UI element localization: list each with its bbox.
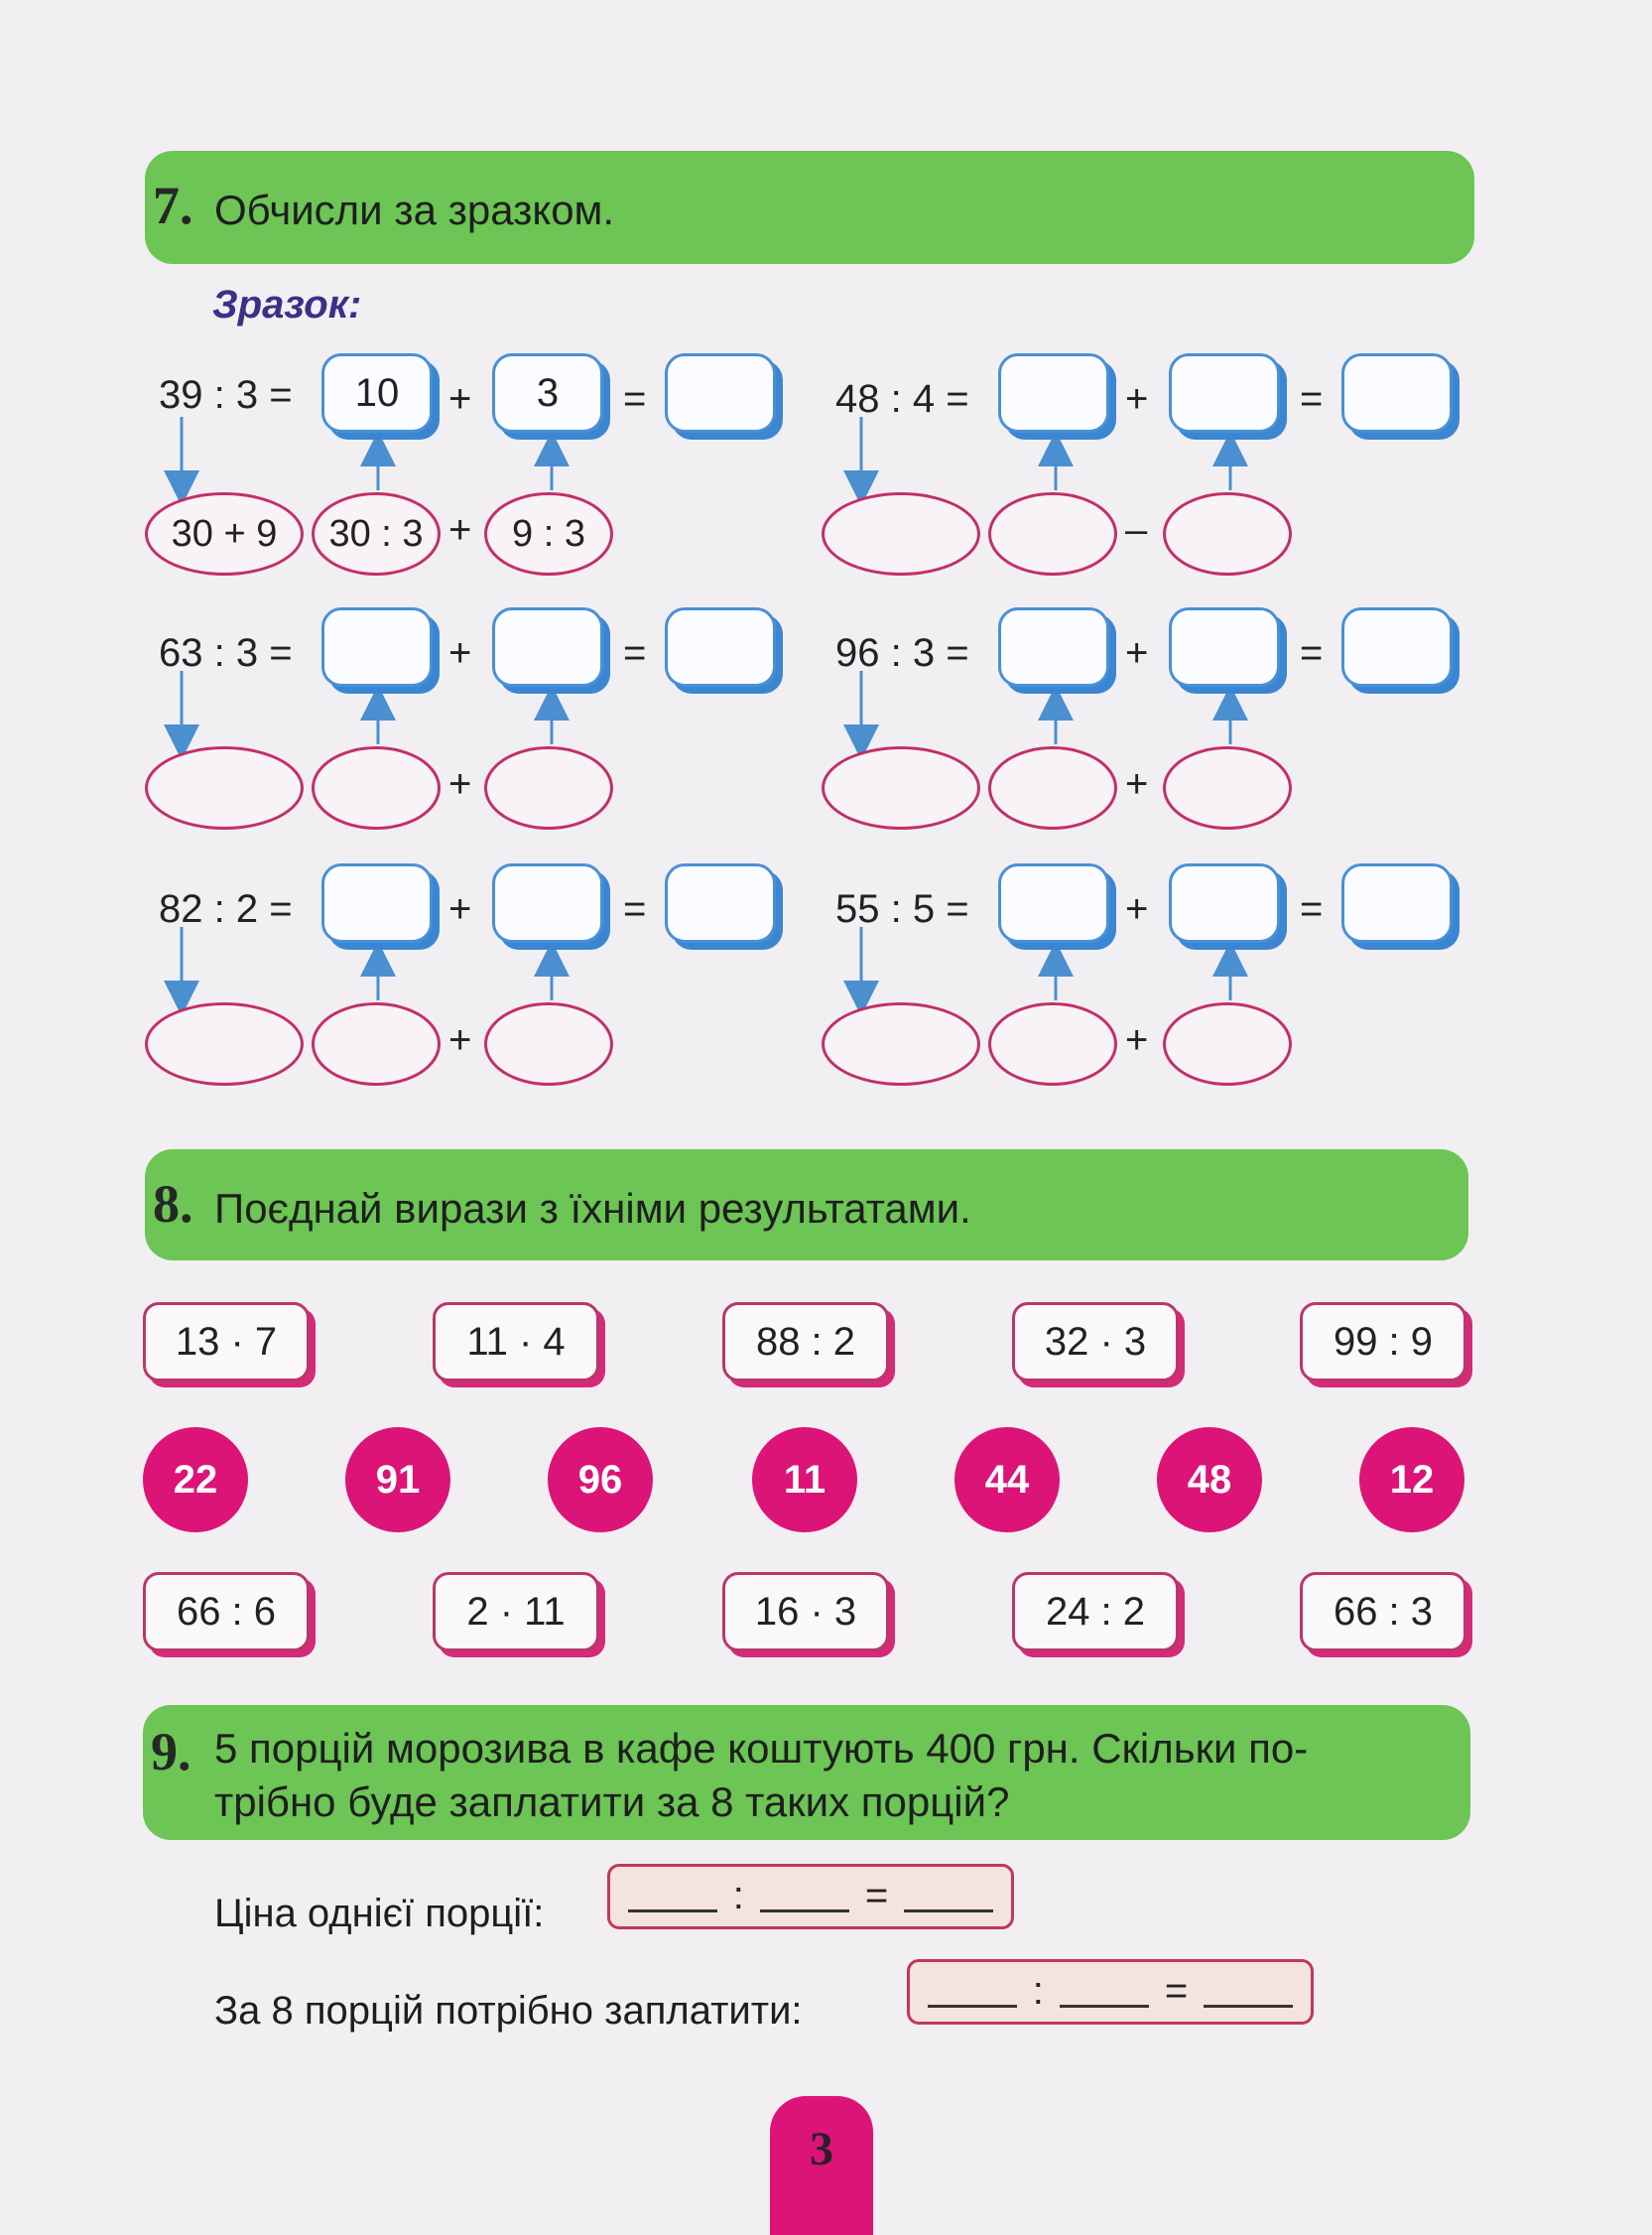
price-eight-portions-answer[interactable] bbox=[907, 1959, 1314, 2025]
plus-sign: + bbox=[448, 377, 472, 421]
oval-decomposition[interactable] bbox=[145, 746, 304, 830]
task9-text-line2: трібно буде заплатити за 8 таких порцій? bbox=[214, 1778, 1010, 1825]
price-eight-portions-label: За 8 порцій потрібно заплатити: bbox=[214, 1989, 803, 2033]
box-quotient-part1[interactable] bbox=[998, 863, 1109, 943]
box-quotient-part2[interactable] bbox=[1169, 353, 1280, 433]
equals-sign: = bbox=[1300, 631, 1324, 675]
plus-sign: + bbox=[1125, 631, 1149, 675]
expression-card[interactable]: 32 · 3 bbox=[1012, 1302, 1179, 1381]
equals-sign: = bbox=[864, 1874, 889, 1917]
box-quotient-part1: 10 bbox=[321, 353, 433, 433]
result-circle[interactable]: 96 bbox=[548, 1427, 653, 1532]
oval-op: + bbox=[448, 762, 472, 806]
equals-sign: = bbox=[623, 377, 647, 421]
blank-divisor[interactable] bbox=[760, 1909, 849, 1912]
box-result[interactable] bbox=[1341, 607, 1453, 687]
result-circle[interactable]: 12 bbox=[1359, 1427, 1464, 1532]
oval-decomposition[interactable] bbox=[822, 746, 980, 830]
oval-op: + bbox=[448, 1018, 472, 1062]
oval-part2: 9 : 3 bbox=[484, 492, 613, 576]
blank-result[interactable] bbox=[1204, 2005, 1293, 2008]
blank-dividend[interactable] bbox=[628, 1909, 717, 1912]
box-result[interactable] bbox=[665, 353, 776, 433]
blank-result[interactable] bbox=[904, 1909, 993, 1912]
oval-part2[interactable] bbox=[1163, 492, 1292, 576]
expression-card[interactable]: 16 · 3 bbox=[722, 1572, 889, 1651]
box-quotient-part2[interactable] bbox=[1169, 863, 1280, 943]
oval-decomposition[interactable] bbox=[145, 1002, 304, 1086]
box-quotient-part2[interactable] bbox=[492, 863, 603, 943]
oval-part2[interactable] bbox=[1163, 1002, 1292, 1086]
task8-instruction: Поєднай вирази з їхніми результатами. bbox=[214, 1185, 971, 1232]
equals-sign: = bbox=[623, 887, 647, 931]
expression-card[interactable]: 13 · 7 bbox=[143, 1302, 310, 1381]
oval-decomposition[interactable] bbox=[822, 1002, 980, 1086]
oval-part2[interactable] bbox=[484, 746, 613, 830]
plus-sign: + bbox=[448, 631, 472, 675]
task9-text-line1: 5 порцій морозива в кафе коштують 400 грн. Скільки по- bbox=[214, 1725, 1309, 1772]
plus-sign: + bbox=[1125, 887, 1149, 931]
oval-decomposition[interactable] bbox=[822, 492, 980, 576]
sample-label: Зразок: bbox=[212, 283, 362, 327]
equals-sign: = bbox=[1300, 377, 1324, 421]
plus-sign: + bbox=[448, 887, 472, 931]
oval-op: + bbox=[1125, 1018, 1149, 1062]
result-circle[interactable]: 44 bbox=[954, 1427, 1060, 1532]
price-one-portion-label: Ціна однієї порції: bbox=[214, 1892, 545, 1935]
blank-operand2[interactable] bbox=[1060, 2005, 1149, 2008]
oval-part1[interactable] bbox=[988, 746, 1117, 830]
oval-op: – bbox=[1125, 508, 1148, 552]
task8-number: 8. bbox=[153, 1174, 193, 1234]
expr-96-3: 96 : 3 = bbox=[835, 631, 969, 675]
task7-instruction: Обчисли за зразком. bbox=[214, 187, 615, 233]
oval-op: + bbox=[448, 508, 472, 552]
colon-sign: : bbox=[732, 1874, 744, 1917]
equals-sign: = bbox=[623, 631, 647, 675]
box-quotient-part1[interactable] bbox=[998, 353, 1109, 433]
price-one-portion-answer[interactable] bbox=[607, 1864, 1014, 1929]
oval-part1[interactable] bbox=[312, 1002, 441, 1086]
equals-sign: = bbox=[1300, 887, 1324, 931]
oval-decomposition: 30 + 9 bbox=[145, 492, 304, 576]
expression-card[interactable]: 24 : 2 bbox=[1012, 1572, 1179, 1651]
task7-number: 7. bbox=[153, 176, 193, 235]
blank-operand1[interactable] bbox=[928, 2005, 1017, 2008]
oval-op: + bbox=[1125, 762, 1149, 806]
box-quotient-part2: 3 bbox=[492, 353, 603, 433]
expr-82-2: 82 : 2 = bbox=[159, 887, 293, 931]
result-circle[interactable]: 48 bbox=[1157, 1427, 1262, 1532]
box-result[interactable] bbox=[1341, 863, 1453, 943]
plus-sign: + bbox=[1125, 377, 1149, 421]
oval-part1[interactable] bbox=[312, 746, 441, 830]
task9-number: 9. bbox=[151, 1722, 191, 1781]
box-quotient-part2[interactable] bbox=[1169, 607, 1280, 687]
expr-63-3: 63 : 3 = bbox=[159, 631, 293, 675]
expr-39-3: 39 : 3 = bbox=[159, 373, 293, 417]
expression-card[interactable]: 2 · 11 bbox=[433, 1572, 599, 1651]
equals-sign: = bbox=[1164, 1969, 1189, 2013]
page-number: 3 bbox=[810, 2123, 833, 2175]
oval-part1: 30 : 3 bbox=[312, 492, 441, 576]
result-circle[interactable]: 91 bbox=[345, 1427, 450, 1532]
expr-55-5: 55 : 5 = bbox=[835, 887, 969, 931]
oval-part1[interactable] bbox=[988, 1002, 1117, 1086]
oval-part2[interactable] bbox=[1163, 746, 1292, 830]
colon-sign: : bbox=[1032, 1969, 1044, 2013]
result-circle[interactable]: 22 bbox=[143, 1427, 248, 1532]
expression-card[interactable]: 66 : 6 bbox=[143, 1572, 310, 1651]
box-quotient-part2[interactable] bbox=[492, 607, 603, 687]
box-quotient-part1[interactable] bbox=[321, 607, 433, 687]
oval-part2[interactable] bbox=[484, 1002, 613, 1086]
expr-48-4: 48 : 4 = bbox=[835, 377, 969, 421]
expression-card[interactable]: 88 : 2 bbox=[722, 1302, 889, 1381]
box-quotient-part1[interactable] bbox=[998, 607, 1109, 687]
box-quotient-part1[interactable] bbox=[321, 863, 433, 943]
page-number-tab bbox=[770, 2096, 873, 2235]
expression-card[interactable]: 99 : 9 bbox=[1300, 1302, 1466, 1381]
expression-card[interactable]: 66 : 3 bbox=[1300, 1572, 1466, 1651]
box-result[interactable] bbox=[665, 607, 776, 687]
box-result[interactable] bbox=[665, 863, 776, 943]
expression-card[interactable]: 11 · 4 bbox=[433, 1302, 599, 1381]
box-result[interactable] bbox=[1341, 353, 1453, 433]
result-circle[interactable]: 11 bbox=[752, 1427, 857, 1532]
oval-part1[interactable] bbox=[988, 492, 1117, 576]
